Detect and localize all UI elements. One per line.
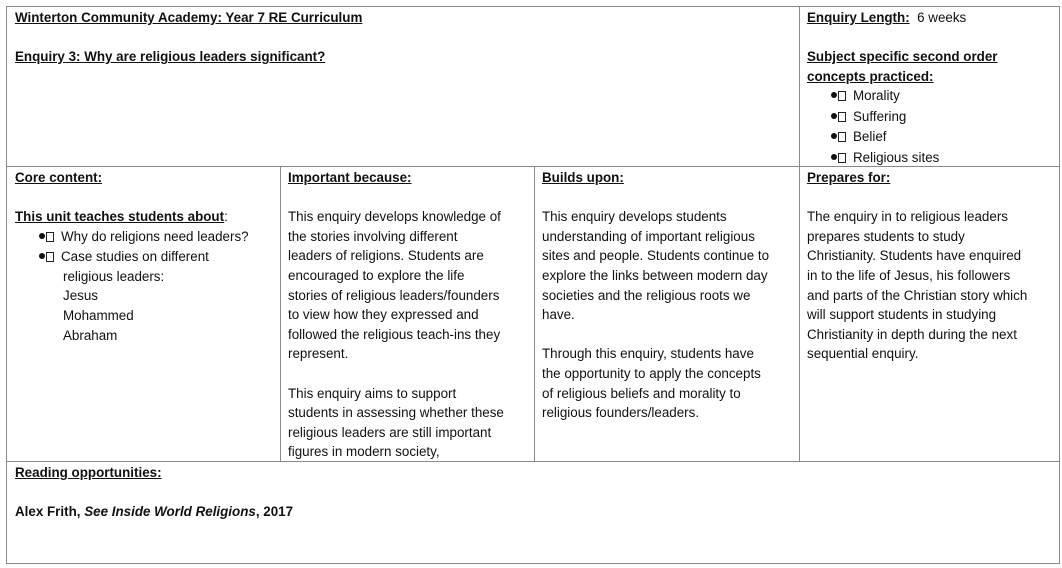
text-line: Through this enquiry, students have bbox=[542, 346, 754, 362]
enquiry-info-cell bbox=[807, 8, 1057, 168]
text-line: stories of religious leaders/founders bbox=[288, 287, 500, 303]
text-line: have. bbox=[542, 307, 575, 323]
missing-glyph-icon bbox=[46, 252, 54, 262]
text-line: This enquiry aims to support bbox=[288, 385, 457, 401]
text-line: encouraged to explore the life bbox=[288, 267, 465, 283]
reading-author: Alex Frith, bbox=[15, 504, 85, 520]
missing-glyph-icon bbox=[838, 153, 846, 163]
text-line: represent. bbox=[288, 346, 349, 362]
list-item: Morality bbox=[831, 86, 1057, 107]
text-line: explore the links between modern day bbox=[542, 267, 768, 283]
reading-reference bbox=[15, 502, 1055, 522]
enquiry-title: Enquiry 3: Why are religious leaders significant? bbox=[15, 49, 326, 65]
reading-book-title: See Inside World Religions bbox=[84, 504, 256, 520]
core-subheading: This unit teaches students about bbox=[15, 209, 225, 225]
text-line: and parts of the Christian story which bbox=[807, 287, 1028, 303]
text-line: the stories involving different bbox=[288, 228, 458, 244]
text-line: Christianity in depth during the next bbox=[807, 326, 1017, 342]
text-line: to view how they expressed and bbox=[288, 307, 479, 323]
bullet-icon bbox=[831, 154, 837, 160]
bullet-icon bbox=[831, 92, 837, 98]
text-line: The enquiry in to religious leaders bbox=[807, 209, 1008, 225]
enquiry-length-label: Enquiry Length: bbox=[807, 10, 910, 25]
text-line: This enquiry develops students bbox=[542, 209, 727, 225]
header-cell bbox=[15, 8, 795, 67]
text-line: sequential enquiry. bbox=[807, 346, 919, 362]
text-line: religious founders/leaders. bbox=[542, 405, 700, 421]
missing-glyph-icon bbox=[838, 112, 846, 122]
text-line: will support students in studying bbox=[807, 307, 997, 323]
list-item: Religious sites bbox=[831, 148, 1057, 169]
bullet-icon bbox=[831, 113, 837, 119]
bullet-icon bbox=[39, 233, 45, 239]
text-line: understanding of important religious bbox=[542, 228, 755, 244]
list-item: Belief bbox=[831, 127, 1057, 148]
text-line: religious leaders are still important bbox=[288, 424, 492, 440]
core-list-continuation: religious leaders: bbox=[63, 268, 165, 284]
core-content-cell: Core content: This unit teaches students about: Why do religions need leaders? Case studies on different religious leaders: Jesus Mohammed Abraham bbox=[15, 168, 277, 345]
text-line: followed the religious teach-ins they bbox=[288, 326, 501, 342]
enquiry-length-value: 6 weeks bbox=[917, 10, 967, 25]
important-heading: Important because: bbox=[288, 170, 412, 185]
page-title: Winterton Community Academy: Year 7 RE Curriculum bbox=[15, 10, 363, 25]
concepts-label-cont: concepts practiced: bbox=[807, 68, 934, 84]
bullet-icon bbox=[831, 133, 837, 139]
concepts-list bbox=[807, 86, 1057, 168]
text-line: figures in modern society, bbox=[288, 444, 440, 460]
text-line: leaders of religions. Students are bbox=[288, 248, 484, 264]
text-line: in to the life of Jesus, his followers bbox=[807, 267, 1011, 283]
text-line: the opportunity to apply the concepts bbox=[542, 365, 761, 381]
text-line: societies and the religious roots we bbox=[542, 287, 751, 303]
leader-item: Mohammed bbox=[63, 308, 134, 324]
text-line: of religious beliefs and morality to bbox=[542, 385, 741, 401]
prepares-for-cell bbox=[807, 168, 1059, 364]
core-content-heading: Core content: bbox=[15, 170, 103, 185]
text-line: prepares students to study bbox=[807, 228, 965, 244]
important-because-cell bbox=[288, 168, 532, 462]
concepts-label: Subject specific second order bbox=[807, 49, 998, 65]
list-item: Suffering bbox=[831, 107, 1057, 128]
prepares-heading: Prepares for: bbox=[807, 170, 891, 185]
list-item: Case studies on different bbox=[39, 247, 277, 267]
missing-glyph-icon bbox=[838, 132, 846, 142]
builds-heading: Builds upon: bbox=[542, 170, 624, 185]
divider bbox=[7, 461, 1059, 462]
bullet-icon bbox=[39, 253, 45, 259]
divider bbox=[280, 166, 281, 461]
list-item: Why do religions need leaders? bbox=[39, 227, 277, 248]
builds-upon-cell bbox=[542, 168, 798, 423]
reading-cell bbox=[15, 463, 1055, 522]
curriculum-table bbox=[6, 6, 1060, 564]
missing-glyph-icon bbox=[46, 232, 54, 242]
text-line: sites and people. Students continue to bbox=[542, 248, 770, 264]
reading-year: , 2017 bbox=[255, 504, 294, 520]
reading-heading: Reading opportunities: bbox=[15, 465, 162, 480]
divider bbox=[799, 7, 800, 461]
divider bbox=[534, 166, 535, 461]
leader-item: Abraham bbox=[63, 327, 118, 343]
text-line: Christianity. Students have enquired bbox=[807, 248, 1022, 264]
core-list bbox=[15, 227, 277, 267]
text-line: students in assessing whether these bbox=[288, 405, 504, 421]
missing-glyph-icon bbox=[838, 91, 846, 101]
leader-item: Jesus bbox=[63, 288, 98, 304]
text-line: This enquiry develops knowledge of bbox=[288, 209, 501, 225]
